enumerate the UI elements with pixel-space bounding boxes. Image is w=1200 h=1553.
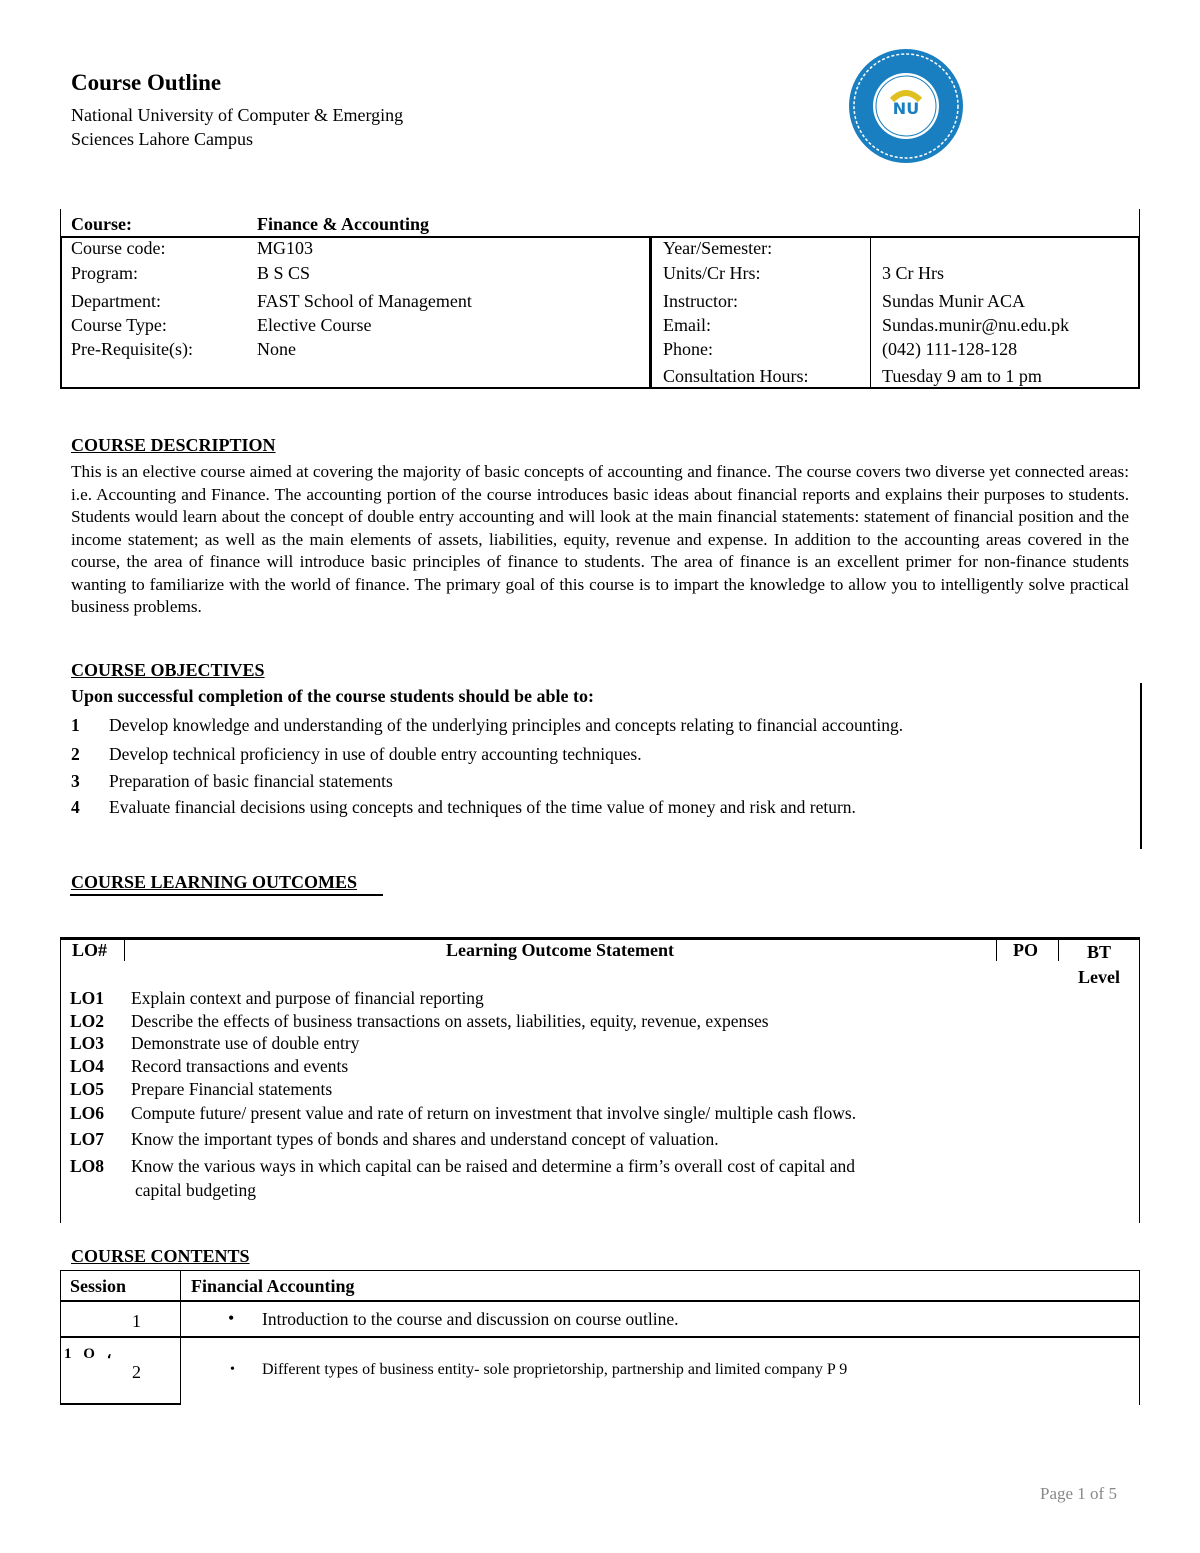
outcome-row-continuation: capital budgeting [135, 1180, 257, 1200]
program-value: B S CS [257, 263, 311, 283]
objective-item [71, 744, 642, 765]
department-value: FAST School of Management [257, 291, 472, 311]
outcome-row: LO5 Prepare Financial statements [70, 1079, 333, 1099]
outcome-row: LO2 Describe the effects of business transactions on assets, liabilities, equity, revenue, expenses [70, 1011, 769, 1031]
objective-item [71, 771, 393, 792]
objective-text: Preparation of basic financial statements [109, 771, 393, 791]
page-number: Page 1 of 5 [1040, 1484, 1117, 1503]
objective-number: 1 [71, 715, 80, 735]
page-title: Course Outline [71, 70, 222, 95]
bt-level-column-header: BT Level [1078, 942, 1120, 987]
course-label: Course: [71, 214, 132, 234]
course-type-label: Course Type: [71, 315, 167, 335]
course-description-heading: COURSE DESCRIPTION [71, 435, 276, 455]
outcome-row: LO3 Demonstrate use of double entry [70, 1033, 360, 1053]
department-label: Department: [71, 291, 161, 311]
course-info-table [60, 209, 1140, 390]
objective-item [71, 797, 856, 818]
course-contents-heading: COURSE CONTENTS [71, 1246, 250, 1266]
objective-text: Evaluate financial decisions using concepts and techniques of the time value of money and risk and return. [109, 797, 856, 817]
session-column-header: Session [70, 1276, 127, 1296]
outcome-row: LO1 Explain context and purpose of financial reporting [70, 988, 484, 1008]
objective-number: 4 [71, 797, 80, 817]
prerequisite-value: None [257, 339, 296, 359]
objective-text: Develop technical proficiency in use of double entry accounting techniques. [109, 744, 642, 764]
topic-column-header: Financial Accounting [191, 1276, 355, 1296]
email-value[interactable]: Sundas.munir@nu.edu.pk [882, 315, 1070, 335]
university-name [71, 103, 511, 151]
session-number: 2 [132, 1362, 141, 1382]
university-logo-icon [848, 48, 964, 164]
statement-column-header: Learning Outcome Statement [446, 940, 674, 960]
university-line-1: National University of Computer & Emerging [71, 105, 404, 125]
objective-item [71, 715, 903, 736]
instructor-value: Sundas Munir ACA [882, 291, 1026, 311]
units-label: Units/Cr Hrs: [663, 263, 761, 283]
course-objectives-heading: COURSE OBJECTIVES [71, 660, 265, 680]
course-name: Finance & Accounting [257, 214, 430, 234]
session-number: 1 [132, 1311, 141, 1331]
phone-value: (042) 111-128-128 [882, 339, 1018, 359]
objective-text: Develop knowledge and understanding of the underlying principles and concepts relating to financial accounting. [109, 715, 904, 735]
bullet-icon: • [230, 1362, 235, 1377]
university-line-2: Sciences Lahore Campus [71, 129, 253, 149]
session-topic: Introduction to the course and discussion on course outline. [262, 1309, 679, 1329]
email-label: Email: [663, 315, 711, 335]
prerequisite-label: Pre-Requisite(s): [71, 339, 193, 359]
bullet-icon: • [228, 1308, 235, 1328]
course-type-value: Elective Course [257, 315, 372, 335]
year-semester-label: Year/Semester: [663, 238, 773, 258]
units-value: 3 Cr Hrs [882, 263, 944, 283]
objective-number: 2 [71, 744, 80, 764]
outcome-row: LO8 Know the various ways in which capital can be raised and determine a firm’s overall cost of capital and [70, 1156, 856, 1176]
consultation-label: Consultation Hours: [663, 366, 809, 386]
session-marker: 1 O ، [64, 1346, 112, 1362]
logo-text: NU [892, 99, 920, 118]
consultation-value: Tuesday 9 am to 1 pm [882, 366, 1042, 386]
phone-label: Phone: [663, 339, 714, 359]
po-column-header: PO [1013, 940, 1038, 960]
outcome-row: LO6 Compute future/ present value and rate of return on investment that involve single/ multiple cash flows. [70, 1103, 857, 1123]
instructor-label: Instructor: [663, 291, 738, 311]
program-label: Program: [71, 263, 138, 283]
learning-outcomes-heading: COURSE LEARNING OUTCOMES [71, 872, 358, 892]
outcome-row: LO4 Record transactions and events [70, 1056, 349, 1076]
course-description-text: This is an elective course aimed at covering the majority of basic concepts of accounting and finance. The course covers two diverse yet connected areas: i.e. Accounting and Finance. The accounting portion of the course introduces basic ideas about financial reports and explains their purposes to students. Students would learn about the concept of double entry accounting and will look at the main financial statements: statement of financial position and the income statement; as well as the main elements of assets, liabilities, equity, revenue and expense. In addition to the accounting areas covered in the course, the area of finance will introduce basic principles of finance to students. The area of finance is an excellent primer for non-finance students wanting to familiarize with the world of finance. The primary goal of this course is to impart the knowledge to allow you to intelligently solve practical business problems. [71, 462, 1129, 616]
course-code-value: MG103 [257, 238, 314, 258]
outcome-row: LO7 Know the important types of bonds and shares and understand concept of valuation. [70, 1129, 719, 1149]
lo-column-header: LO# [72, 940, 108, 960]
objective-number: 3 [71, 771, 80, 791]
objectives-lead: Upon successful completion of the course students should be able to: [71, 686, 595, 706]
session-topic: Different types of business entity- sole proprietorship, partnership and limited company P 9 [262, 1361, 848, 1378]
course-code-label: Course code: [71, 238, 166, 258]
